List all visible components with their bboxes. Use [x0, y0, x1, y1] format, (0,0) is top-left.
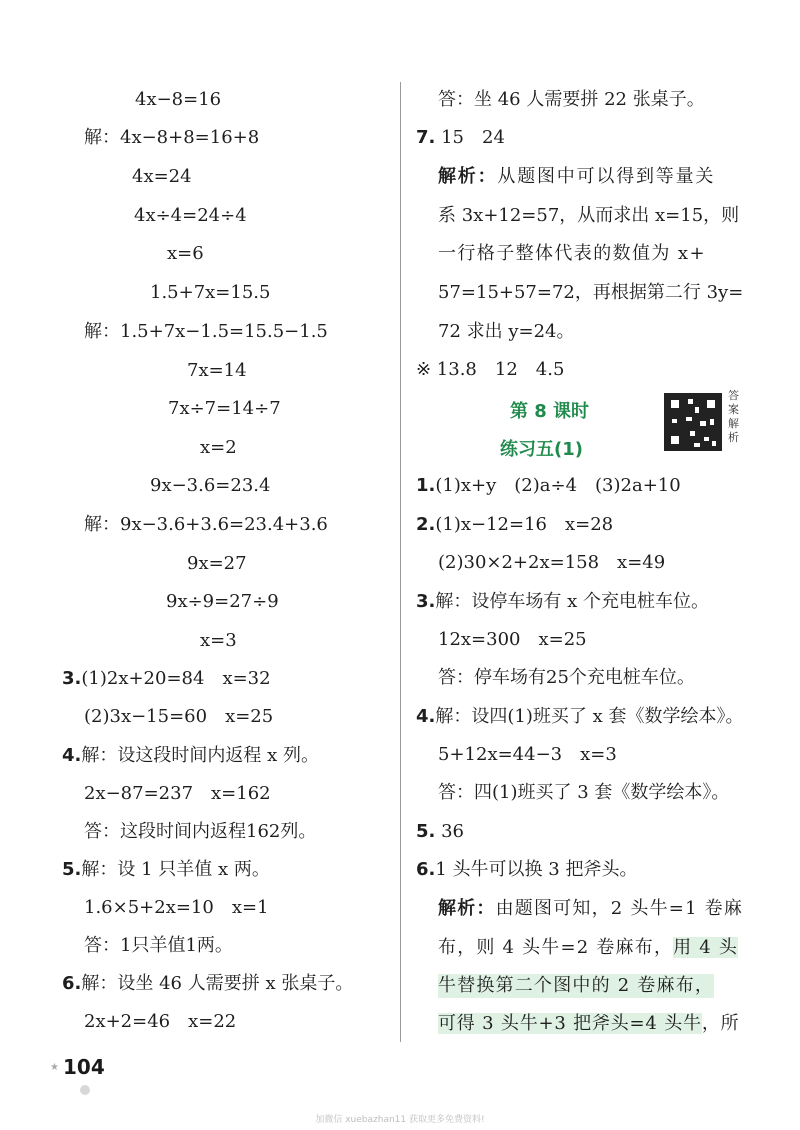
- eq-line: 解：1.5+7x−1.5=15.5−1.5: [84, 321, 328, 342]
- analysis-text: 系 3x+12=57，从而求出 x=15，则: [438, 205, 740, 226]
- decorative-dot: [80, 1085, 90, 1095]
- answer-text: 2x−87=237 x=162: [84, 783, 271, 804]
- analysis-line: [438, 936, 738, 960]
- answer-text: (1)2x+20=84 x=32: [81, 668, 271, 689]
- analysis-text: 布，则 4 头牛=2 卷麻布，: [438, 937, 674, 958]
- question-number: 3.: [62, 668, 82, 689]
- answer-text: 答：停车场有25个充电桩车位。: [438, 667, 695, 688]
- question-7: [416, 126, 505, 150]
- question-4: [62, 744, 319, 768]
- answer-text: 解：设这段时间内返程 x 列。: [81, 745, 319, 766]
- eq-line: 7x=14: [187, 360, 247, 381]
- eq-line: 9x−3.6=23.4: [150, 475, 271, 496]
- eq-line: 9x=27: [187, 553, 247, 574]
- eq-line: 解：4x−8+8=16+8: [84, 127, 260, 148]
- answer-text: 36: [441, 821, 465, 842]
- eq-line: 1.5+7x=15.5: [150, 282, 271, 303]
- answer-text: 解：设停车场有 x 个充电桩车位。: [435, 591, 709, 612]
- qr-code-icon[interactable]: [664, 393, 722, 451]
- answer-text: 解：设四(1)班买了 x 套《数学绘本》。: [435, 706, 744, 727]
- analysis-line: [438, 1012, 739, 1036]
- answer-text: 2x+2=46 x=22: [84, 1011, 237, 1032]
- eq-line: x=6: [167, 243, 204, 264]
- analysis-line: [438, 897, 743, 921]
- analysis-label: 解析：: [438, 166, 498, 187]
- analysis-text: 72 求出 y=24。: [438, 321, 575, 342]
- watermark: 加微信 xuebazhan11 获取更多免费资料!: [315, 1115, 485, 1125]
- eq-line: 7x÷7=14÷7: [168, 398, 281, 419]
- answer-text: 答：1只羊值1两。: [84, 935, 233, 956]
- question-3: [62, 667, 271, 691]
- exercise-heading: 练习五(1): [500, 439, 583, 460]
- practice-5: [416, 820, 464, 844]
- page-number: 104: [63, 1055, 105, 1079]
- highlighted-text: 用 4 头: [673, 937, 739, 958]
- question-number: 4.: [62, 745, 82, 766]
- highlighted-text: 可得 3 头牛+3 把斧头=4 头牛: [438, 1013, 702, 1034]
- answer-text: 答：坐 46 人需要拼 22 张桌子。: [438, 89, 705, 110]
- answer-text: 解：设坐 46 人需要拼 x 张桌子。: [81, 973, 354, 994]
- eq-line: x=3: [200, 630, 237, 651]
- question-number: 1.: [416, 475, 436, 496]
- question-number: 6.: [416, 859, 436, 880]
- question-number: 4.: [416, 706, 436, 727]
- answer-text: 12x=300 x=25: [438, 629, 587, 650]
- question-number: 6.: [62, 973, 82, 994]
- eq-line: 9x÷9=27÷9: [166, 591, 279, 612]
- qr-label: 答案解析: [728, 389, 739, 444]
- answer-text: 15 24: [441, 127, 505, 148]
- practice-6: [416, 858, 637, 882]
- eq-line: 4x=24: [132, 166, 192, 187]
- question-number: 7.: [416, 127, 436, 148]
- answer-text: 答：这段时间内返程162列。: [84, 821, 317, 842]
- analysis-text: 一行格子整体代表的数值为 x+: [438, 243, 706, 264]
- question-6: [62, 972, 353, 996]
- highlighted-text: 牛替换第二个图中的 2 卷麻布，: [438, 975, 715, 996]
- extra-answer: ※ 13.8 12 4.5: [416, 359, 565, 380]
- star-icon: ★: [50, 1062, 59, 1073]
- question-number: 5.: [62, 859, 82, 880]
- answer-text: 5+12x=44−3 x=3: [438, 744, 617, 765]
- analysis-label: 解析：: [438, 898, 496, 919]
- question-5: [62, 858, 270, 882]
- lesson-heading: 第 8 课时: [510, 401, 590, 422]
- question-number: 2.: [416, 514, 436, 535]
- eq-line: 解：9x−3.6+3.6=23.4+3.6: [84, 514, 328, 535]
- analysis-line: [438, 165, 715, 189]
- answer-text: (2)3x−15=60 x=25: [84, 706, 274, 727]
- answer-text: 1.6×5+2x=10 x=1: [84, 897, 269, 918]
- answer-text: 答：四(1)班买了 3 套《数学绘本》。: [438, 782, 730, 803]
- answer-text: 1 头牛可以换 3 把斧头。: [435, 859, 638, 880]
- practice-3: [416, 590, 709, 614]
- answer-text: (1)x+y (2)a÷4 (3)2a+10: [435, 475, 681, 496]
- analysis-text: 57=15+57=72，再根据第二行 3y=: [438, 282, 744, 303]
- question-number: 5.: [416, 821, 436, 842]
- eq-line: 4x÷4=24÷4: [134, 205, 247, 226]
- question-number: 3.: [416, 591, 436, 612]
- eq-line: x=2: [200, 437, 237, 458]
- practice-1: [416, 474, 681, 498]
- analysis-text: ，所: [701, 1013, 740, 1034]
- eq-line: 4x−8=16: [135, 89, 222, 110]
- answer-text: 解：设 1 只羊值 x 两。: [81, 859, 270, 880]
- answer-text: (2)30×2+2x=158 x=49: [438, 552, 666, 573]
- analysis-text: 由题图可知，2 头牛=1 卷麻: [495, 898, 744, 919]
- column-divider: [400, 82, 401, 1042]
- analysis-text: 从题图中可以得到等量关: [497, 166, 716, 187]
- practice-2: [416, 513, 613, 537]
- answer-text: (1)x−12=16 x=28: [435, 514, 614, 535]
- practice-4: [416, 705, 743, 729]
